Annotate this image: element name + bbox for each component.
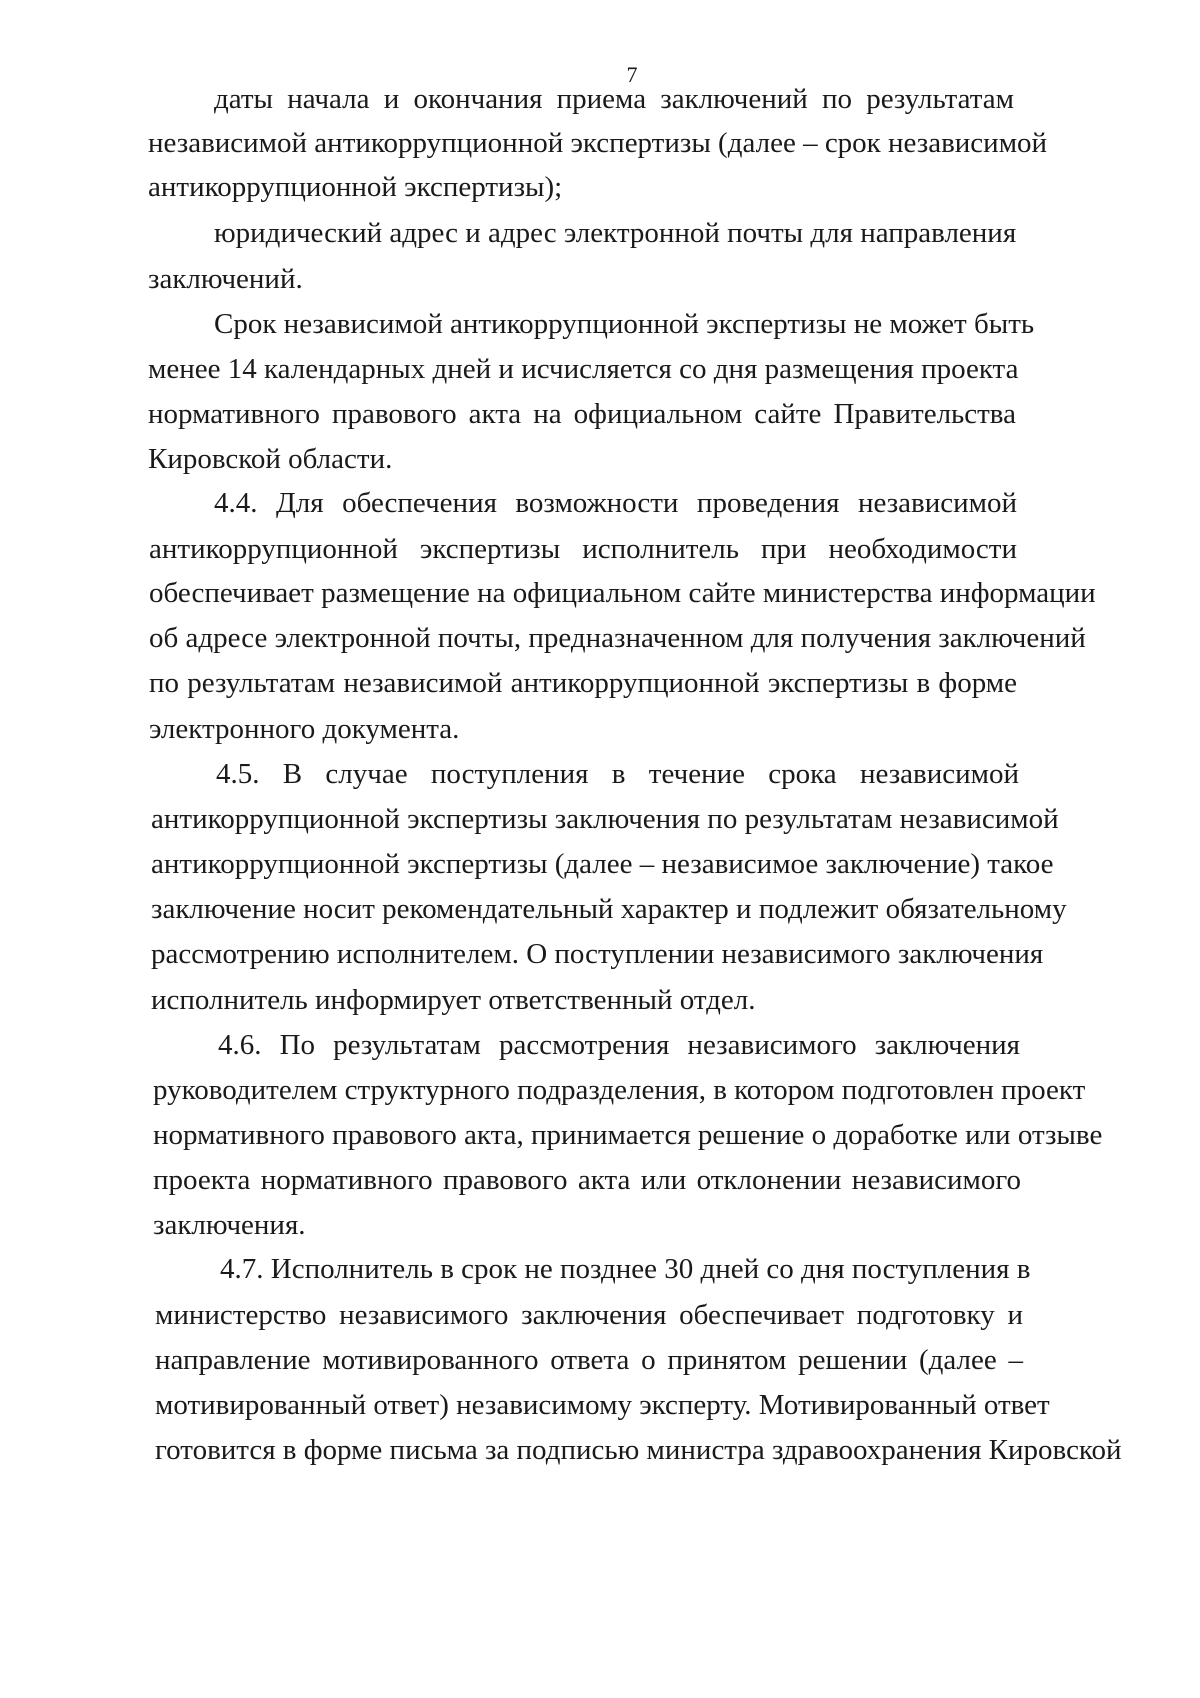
page-number: 7 (626, 62, 638, 87)
text-line: мотивированный ответ) независимому эксперту. Мотивированный ответ (155, 1389, 1050, 1421)
text-line: независимой антикоррупционной экспертизы (далее – срок независимой (148, 127, 1048, 159)
text-line: заключение носит рекомендательный характер и подлежит обязательному (151, 893, 1067, 925)
text-line: руководителем структурного подразделения, в котором подготовлен проект (153, 1074, 1086, 1106)
text-line: готовится в форме письма за подписью министра здравоохранения Кировской (155, 1434, 1122, 1466)
text-line: 4.5. В случае поступления в течение срока независимой (216, 758, 1019, 790)
text-line: антикоррупционной экспертизы (далее – независимое заключение) такое (151, 848, 1054, 880)
text-line: менее 14 календарных дней и исчисляется со дня размещения проекта (148, 353, 1019, 385)
text-line: антикоррупционной экспертизы заключения по результатам независимой (151, 803, 1059, 835)
text-line: юридический адрес и адрес электронной почты для направления (214, 217, 1017, 249)
text-line: заключений. (148, 263, 303, 295)
text-line: даты начала и окончания приема заключений по результатам (214, 83, 1014, 115)
text-line: Срок независимой антикоррупционной экспертизы не может быть (214, 308, 1035, 340)
text-line: антикоррупционной экспертизы); (148, 171, 563, 203)
text-line: по результатам независимой антикоррупционной экспертизы в форме (149, 667, 1017, 699)
text-line: заключения. (153, 1209, 306, 1241)
text-line: антикоррупционной экспертизы исполнитель при необходимости (149, 533, 1017, 565)
text-line: 4.7. Исполнитель в срок не позднее 30 дней со дня поступления в (220, 1253, 1031, 1285)
text-line: Кировской области. (148, 443, 393, 475)
text-line: нормативного правового акта, принимается решение о доработке или отзыве (153, 1119, 1103, 1151)
text-line: исполнитель информирует ответственный отдел. (151, 984, 756, 1016)
text-line: министерство независимого заключения обеспечивает подготовку и (155, 1299, 1023, 1331)
text-line: обеспечивает размещение на официальном сайте министерства информации (149, 577, 1096, 609)
text-line: электронного документа. (149, 713, 460, 745)
text-line: проекта нормативного правового акта или отклонении независимого (153, 1164, 1021, 1196)
text-line: нормативного правового акта на официальном сайте Правительства (148, 398, 1016, 430)
text-line: 4.6. По результатам рассмотрения независимого заключения (218, 1029, 1020, 1061)
text-line: об адресе электронной почты, предназначенном для получения заключений (149, 622, 1086, 654)
text-line: направление мотивированного ответа о принятом решении (далее – (155, 1344, 1023, 1376)
text-line: рассмотрению исполнителем. О поступлении независимого заключения (151, 938, 1044, 970)
text-line: 4.4. Для обеспечения возможности проведения независимой (214, 487, 1017, 519)
